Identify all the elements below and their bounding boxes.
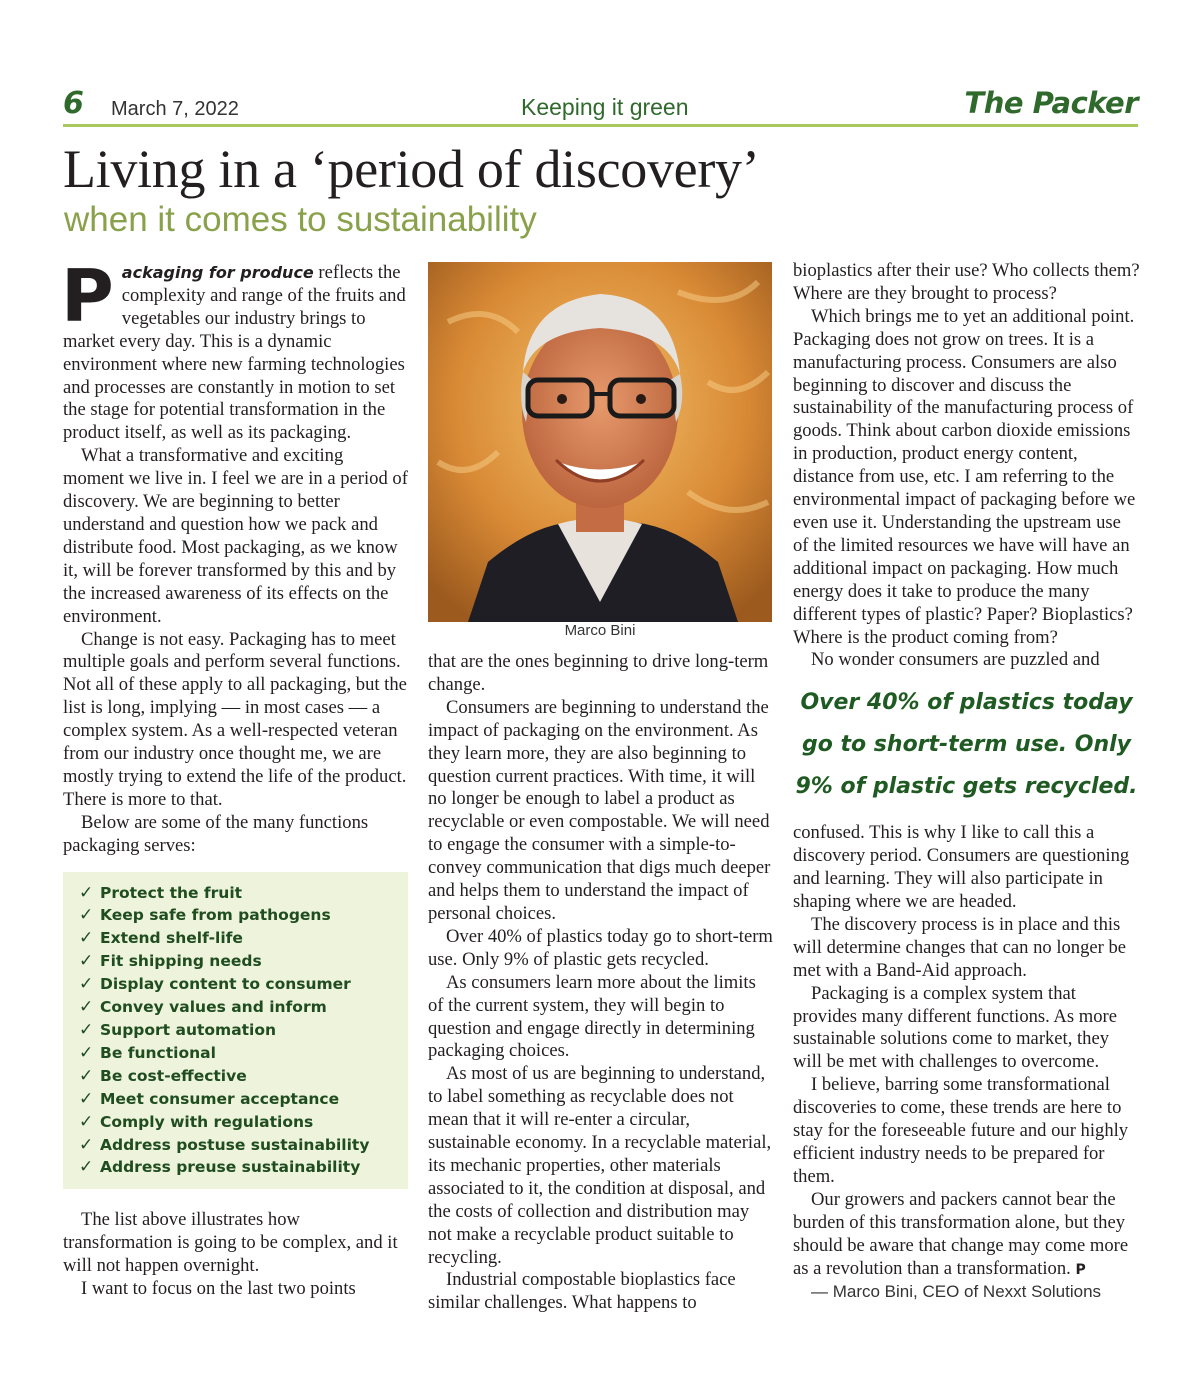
- column-2: [428, 651, 773, 1315]
- check-icon: ✓: [79, 1042, 94, 1063]
- check-icon: ✓: [79, 1157, 94, 1178]
- end-mark-icon: P: [1075, 1261, 1086, 1278]
- check-icon: ✓: [79, 1020, 94, 1040]
- check-icon: ✓: [79, 951, 94, 972]
- paragraph: Our growers and packers cannot bear the burden of this transformation alone, but they should be aware that change may come more as a revolution than a transformation. P: [793, 1188, 1129, 1279]
- page-number: 6: [63, 86, 84, 121]
- paragraph: that are the ones beginning to drive long-term change.: [428, 651, 769, 695]
- paragraph: As most of us are beginning to understand, to label something as recyclable does not mean that it will re-enter a circular, sustainable economy. In a recyclable material, its mechanic properties, other materials associated to it, the condition at disposal, and the costs of collection and distribution may not make a recyclable product suitable to recycling.: [428, 1063, 772, 1268]
- checklist-item: ✓ Address postuse sustainability: [79, 1134, 370, 1155]
- paragraph: What a transformative and exciting moment we live in. I feel we are in a period of discovery. We are beginning to better understand and question how we pack and distribute food. Most packaging, as we know it, will be forever transformed by this and by the increased awareness of its effects on the environment.: [63, 445, 408, 627]
- issue-date: March 7, 2022: [111, 98, 239, 120]
- checklist-item: ✓ Meet consumer acceptance: [79, 1088, 340, 1109]
- paragraph: [61, 254, 408, 445]
- photo-caption: Marco Bini: [564, 622, 636, 639]
- paragraph: The discovery process is in place and this will determine changes that can no longer be met with a Band-Aid approach.: [793, 913, 1127, 981]
- checklist-item: ✓ Keep safe from pathogens: [79, 905, 331, 926]
- paragraph: Which brings me to yet an additional point. Packaging does not grow on trees. It is a manufacturing process. Consumers are also beginning to discover and discuss the sustainability of the manufacturing process of goods. Think about carbon dioxide emissions in production, product energy content, distance from use, etc. I am referring to the environmental impact of packaging before we even use it. Understanding the upstream use of the limited resources we have will have an additional impact on packaging. How much energy does it take to produce the many different types of plastic? Paper? Bioplastics? Where is the product coming from?: [793, 305, 1136, 648]
- column-3: [793, 260, 1140, 1304]
- paragraph: Packaging is a complex system that provides many different functions. As more sustainable solutions come to market, they will be met with challenges to overcome.: [793, 982, 1117, 1073]
- column-1: [61, 254, 408, 1301]
- check-icon: ✓: [79, 928, 94, 949]
- checklist-item: ✓ Fit shipping needs: [79, 951, 262, 972]
- author-photo: [428, 262, 772, 622]
- section-title: Keeping it green: [521, 94, 689, 120]
- author-byline: — Marco Bini, CEO of Nexxt Solutions: [811, 1282, 1102, 1302]
- paragraph: As consumers learn more about the limits of the current system, they will begin to question and engage directly in determining packaging choices.: [428, 971, 756, 1062]
- checklist-item: ✓ Support automation: [79, 1020, 277, 1040]
- paragraph: Below are some of the many functions packaging serves:: [63, 811, 369, 856]
- portrait-image: [428, 262, 772, 622]
- checklist-item: ✓ Be functional: [79, 1042, 216, 1063]
- article-subhead: when it comes to sustainability: [64, 200, 537, 239]
- paragraph: Change is not easy. Packaging has to meet multiple goals and perform several functions. Not all of these apply to all packaging, but the list is long, implying — in most cases — a complex system. As a well-respected veteran from our industry once thought me, we are mostly trying to extend the life of the product. There is more to that.: [63, 628, 407, 810]
- checklist-item: ✓ Convey values and inform: [79, 997, 327, 1018]
- paragraph: confused. This is why I like to call this a discovery period. Consumers are questioning and learning. They will also participate in shaping where we are headed.: [793, 822, 1130, 913]
- checklist-item: ✓ Be cost-effective: [79, 1065, 247, 1086]
- check-icon: ✓: [79, 1134, 94, 1155]
- lead-in: ackaging for produce: [121, 263, 314, 282]
- checklist-item: ✓ Extend shelf-life: [79, 928, 243, 949]
- checklist-item: ✓ Protect the fruit: [79, 882, 243, 903]
- check-icon: ✓: [79, 905, 94, 926]
- paragraph: Over 40% of plastics today go to short-term use. Only 9% of plastic gets recycled.: [428, 925, 773, 970]
- publication-logo: The Packer: [964, 86, 1138, 120]
- checklist-item: ✓ Display content to consumer: [79, 974, 351, 995]
- check-icon: ✓: [79, 1088, 94, 1109]
- drop-cap: P: [61, 254, 114, 338]
- paragraph: I want to focus on the last two points: [81, 1278, 356, 1300]
- page-header: [63, 84, 1138, 127]
- checklist-item: ✓ Comply with regulations: [79, 1111, 314, 1132]
- paragraph: Industrial compostable bioplastics face similar challenges. What happens to: [428, 1269, 736, 1314]
- check-icon: ✓: [79, 974, 94, 995]
- paragraph: Consumers are beginning to understand the impact of packaging on the environment. As they learn more, they are also beginning to question current practices. With time, it will no longer be enough to label a product as recyclable or even compostable. We will need to engage the consumer with a simple-to-convey communication that digs much deeper and helps them to understand the impact of personal choices.: [428, 696, 771, 924]
- check-icon: ✓: [79, 882, 94, 903]
- paragraph: The list above illustrates how transformation is going to be complex, and it will not happen overnight.: [63, 1209, 398, 1277]
- paragraph: bioplastics after their use? Who collects them? Where are they brought to process?: [793, 260, 1140, 304]
- functions-checklist: [63, 872, 408, 1190]
- check-icon: ✓: [79, 1065, 94, 1086]
- check-icon: ✓: [79, 1111, 94, 1132]
- check-icon: ✓: [79, 997, 94, 1018]
- paragraph: No wonder consumers are puzzled and: [811, 649, 1100, 671]
- paragraph: I believe, barring some transformational discoveries to come, these trends are here to stay for the foreseeable future and our highly efficient industry needs to be prepared for them.: [793, 1074, 1129, 1187]
- article-headline: Living in a ‘period of discovery’: [63, 139, 760, 199]
- paragraph-text: reflects the complexity and range of the fruits and vegetables our industry brings to market every day. This is a dynamic environment where new farming technologies and processes are constantly in motion to set the stage for potential transformation in the product itself, as well as its packaging.: [63, 262, 406, 444]
- pull-quote: Over 40% of plastics today go to short-term use. Only 9% of plastic gets recycled.: [795, 690, 1138, 800]
- checklist-item: ✓ Address preuse sustainability: [79, 1157, 361, 1178]
